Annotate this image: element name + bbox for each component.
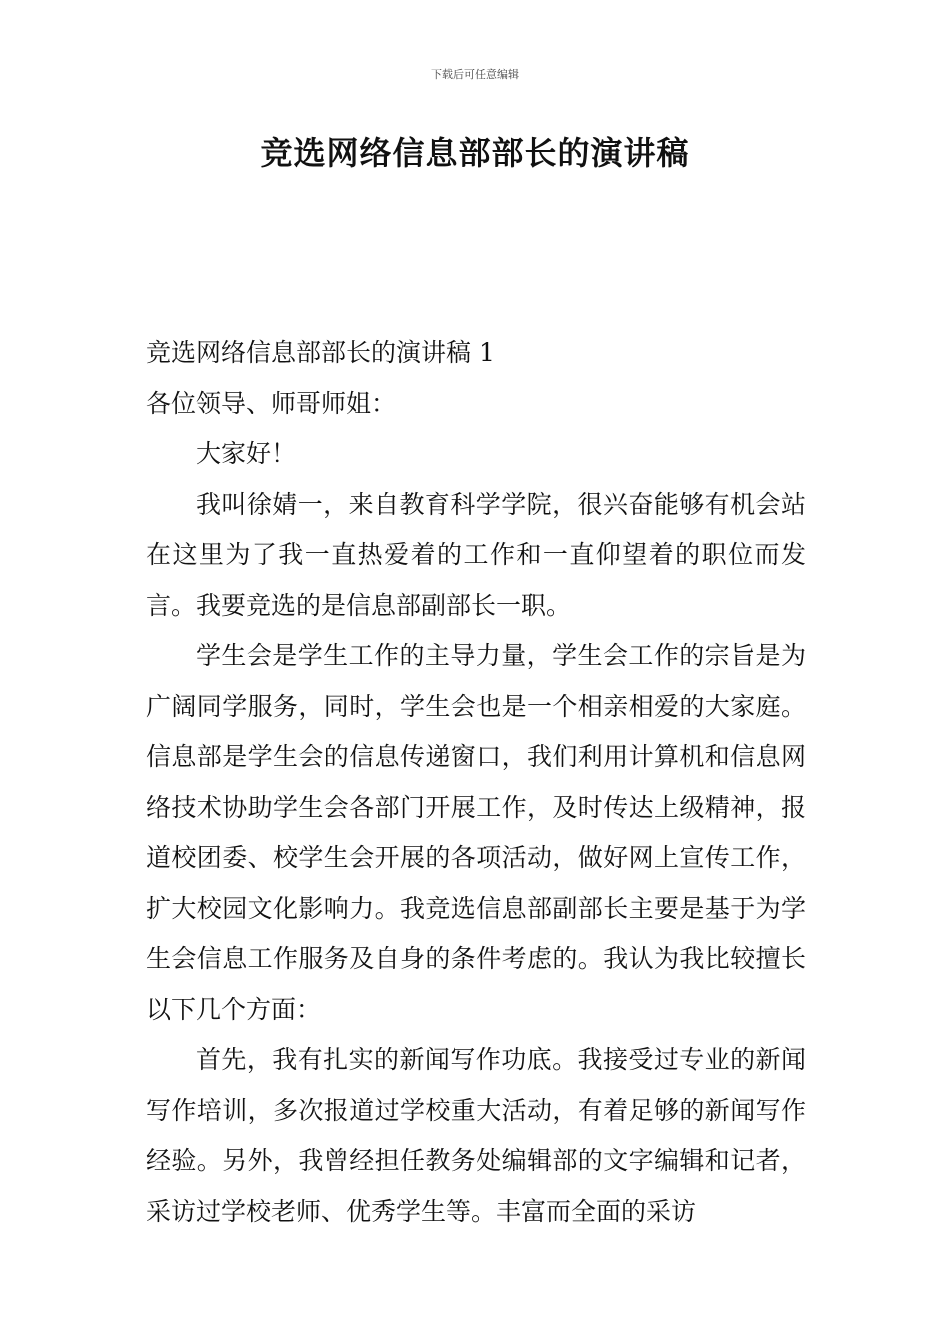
paragraph-2: 学生会是学生工作的主导力量，学生会工作的宗旨是为广阔同学服务，同时，学生会也是一个相亲相爱的大家庭。信息部是学生会的信息传递窗口，我们利用计算机和信息网络技术协助学生会各部门开展工作，及时传达上级精神，报道校团委、校学生会开展的各项活动，做好网上宣传工作，扩大校园文化影响力。我竞选信息部副部长主要是基于为学生会信息工作服务及自身的条件考虑的。我认为我比较擅长以下几个方面： <box>146 641 806 1024</box>
paragraph-3: 首先，我有扎实的新闻写作功底。我接受过专业的新闻写作培训，多次报道过学校重大活动，有着足够的新闻写作经验。另外，我曾经担任教务处编辑部的文字编辑和记者，采访过学校老师、优秀学生等。丰富而全面的采访 <box>146 1045 806 1226</box>
section-subtitle: 竞选网络信息部部长的演讲稿 1 <box>146 338 495 367</box>
paragraph-1: 我叫徐婧一，来自教育科学学院，很兴奋能够有机会站在这里为了我一直热爱着的工作和一直仰望着的职位而发言。我要竞选的是信息部副部长一职。 <box>146 489 806 620</box>
greeting: 大家好！ <box>196 439 297 468</box>
document-body <box>146 328 806 1237</box>
header-note: 下载后可任意编辑 <box>431 68 519 81</box>
document-title: 竞选网络信息部部长的演讲稿 <box>260 134 690 172</box>
salutation: 各位领导、师哥师姐： <box>146 388 397 418</box>
